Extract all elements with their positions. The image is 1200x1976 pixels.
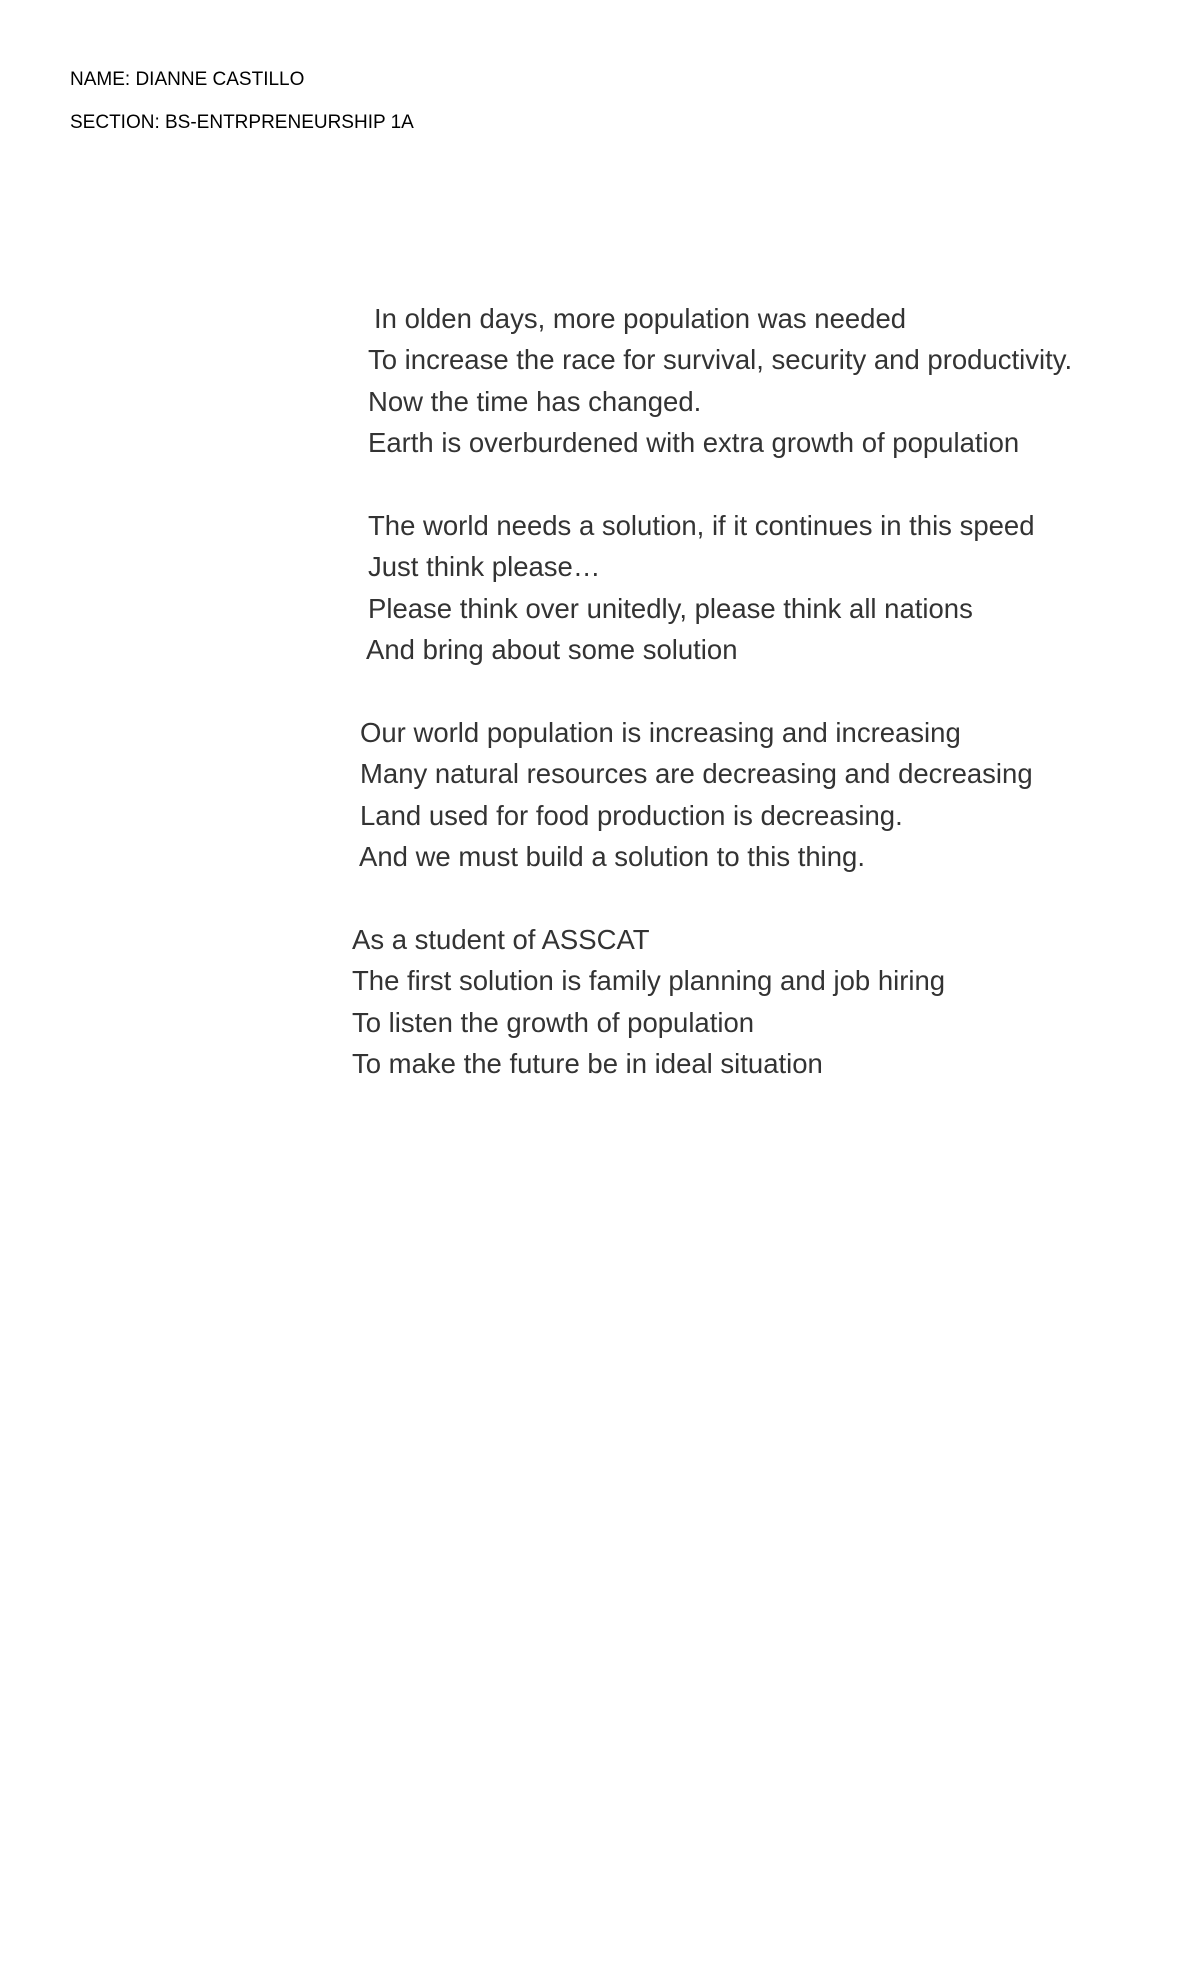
poem-line: Just think please… — [368, 551, 601, 583]
poem-line: Our world population is increasing and increasing — [360, 717, 961, 749]
poem-line: To make the future be in ideal situation — [352, 1048, 823, 1080]
student-name: NAME: DIANNE CASTILLO — [70, 69, 305, 90]
poem-line: Many natural resources are decreasing and decreasing — [360, 758, 1033, 790]
poem-line: As a student of ASSCAT — [352, 924, 650, 956]
poem-stanza — [352, 919, 1072, 1085]
poem-line: Now the time has changed. — [368, 385, 702, 417]
poem-line: And we must build a solution to this thing. — [359, 841, 865, 873]
poem-line: In olden days, more population was needed — [374, 303, 907, 334]
poem-stanza — [352, 505, 1072, 671]
student-section: SECTION: BS-ENTRPRENEURSHIP 1A — [70, 112, 414, 133]
poem-line: And bring about some solution — [366, 634, 738, 666]
poem-line: The world needs a solution, if it continues in this speed — [368, 510, 1035, 542]
poem-stanza — [352, 298, 1072, 464]
poem-line: To increase the race for survival, security and productivity. — [368, 344, 1073, 376]
poem-line: Land used for food production is decreasing. — [360, 799, 903, 831]
poem-line: Earth is overburdened with extra growth of population — [368, 427, 1020, 459]
poem-stanza — [352, 712, 1072, 878]
poem — [352, 298, 1072, 1126]
poem-line: To listen the growth of population — [352, 1006, 755, 1038]
document-header — [70, 70, 414, 156]
poem-line: The first solution is family planning and job hiring — [352, 965, 946, 997]
poem-line: Please think over unitedly, please think all nations — [368, 592, 973, 624]
